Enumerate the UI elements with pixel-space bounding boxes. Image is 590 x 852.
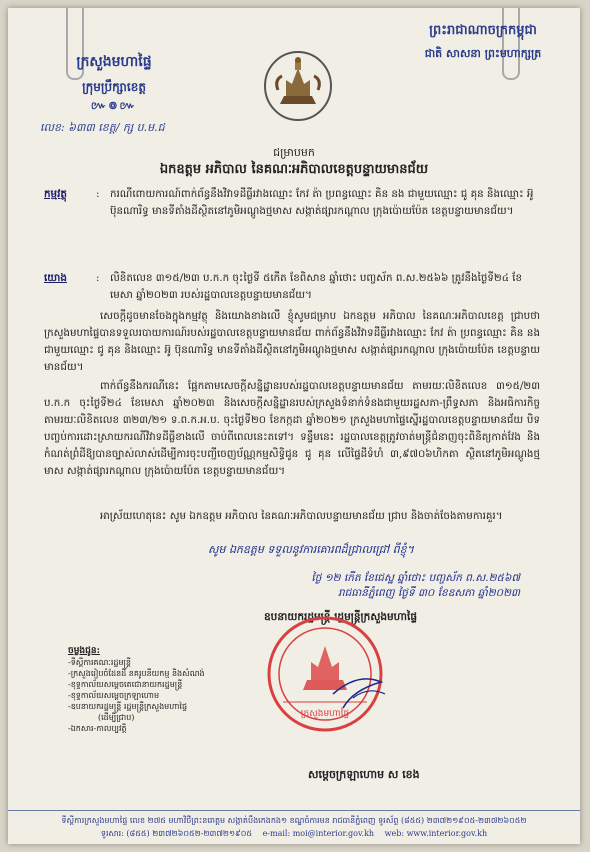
recipient-item: -ទីស្ដីការគណៈរដ្ឋមន្ត្រី: [68, 658, 131, 667]
body-paragraph-1: សេចក្ដីដូចមានចែងក្នុងកម្មវត្ថុ និងយោងខាងលើ ខ្ញុំសូមជម្រាប ឯកឧត្តម អភិបាល នៃគណៈអភិបាលខេត្ត ជ្រាបថា ក្រសួងមហាផ្ទៃបានទទួលរបាយការណ៍របស់រដ្ឋបាលខេត្តបន្ទាយមានជ័យ ពាក់ព័ន្ធនឹងវិវាទដីធ្លីរវាងឈ្មោះ កែវ ត៉ា ប្រពន្ធឈ្មោះ គិន នង ជាមួយឈ្មោះ ជូ គុន និងឈ្មោះ អ៊ូ ប៊ុនណារិទ្ធ មានទីតាំងដីស្ថិតនៅភូមិអណ្ដូងថ្មមាស សង្កាត់ផ្សារកណ្ដាល ក្រុងប៉ោយប៉ែត ខេត្តបន្ទាយមានជ័យ។: [44, 310, 540, 373]
official-seal: [263, 612, 387, 736]
reference-label: យោង: [44, 272, 67, 284]
recipient-item: -ក្រសួងរៀបចំដែនដី នគរូបនីយកម្ម និងសំណង់: [68, 669, 205, 678]
subject-label: កម្មវត្ថុ: [44, 188, 67, 200]
recipient-item: (ដើម្បីជ្រាប): [98, 713, 135, 722]
subject-text: ករណីពោយការណ៍ពាក់ព័ន្ធនឹងវិវាទដីធ្លីរវាងឈ្មោះ កែវ ត៉ា ប្រពន្ធឈ្មោះ គិន នង ជាមួយឈ្មោះ ជូ គុន និងឈ្មោះ អ៊ូ ប៊ុនណារិទ្ធ មានទីតាំងដីស្ថិតនៅភូមិអណ្ដូងថ្មមាស សង្កាត់ផ្សារកណ្ដាល ក្រុងប៉ោយប៉ែត ខេត្តបន្ទាយមានជ័យ។: [110, 188, 534, 217]
department-name: ក្រុមប្រឹក្សាខេត្ត: [82, 80, 146, 94]
ministry-name: ក្រសួងមហាផ្ទៃ: [76, 54, 152, 70]
recipients-list: [68, 646, 205, 734]
national-motto: ជាតិ សាសនា ព្រះមហាក្សត្រ: [424, 47, 542, 60]
seal-text: ក្រសួងមហាផ្ទៃ: [300, 709, 350, 719]
footer-web: web: www.interior.gov.kh: [384, 829, 488, 838]
salutation: ជម្រាបមក: [273, 146, 315, 159]
recipients-title: ចម្លងជូន:: [68, 646, 100, 656]
subject-block: [44, 186, 540, 220]
footer: [8, 810, 580, 840]
footer-email: e-mail: moi@interior.gov.kh: [262, 829, 375, 838]
body-paragraph-2: ពាក់ព័ន្ធនឹងករណីនេះ ផ្អែកតាមសេចក្ដីសន្និដ្ឋានរបស់រដ្ឋបាលខេត្តបន្ទាយមានជ័យ តាមរយៈលិខិតលេខ ៣១៥/២៣ ប.ក.ក ចុះថ្ងៃទី២៤ ខែមេសា ឆ្នាំ២០២៣ និងសេចក្ដីសន្និដ្ឋានរបស់ក្រសួងទំនាក់ទំនងជាមួយរដ្ឋសភា-ព្រឹទ្ធសភា និងអធិការកិច្ច តាមរយៈលិខិតលេខ ៣២៣/២១ ទ.ព.ក.អ.ប. ចុះថ្ងៃទី២០ ខែកក្កដា ឆ្នាំ២០២១ ក្រសួងមហាផ្ទៃស្នើរដ្ឋបាលខេត្តបន្ទាយមានជ័យ បិទបញ្ចប់ការដោះស្រាយករណីវិវាទដីធ្លីខាងលើ ចាប់ពីពេលនេះតទៅ។ ទន្ទឹមនេះ រដ្ឋបាលខេត្តត្រូវចាត់មន្ត្រីជំនាញចុះពិនិត្យកាត់វែង និងកំណត់ព្រំដីឱ្យបានច្បាស់លាស់ដើម្បីការចុះបញ្ជីចេញប័ណ្ណកម្មសិទ្ធិជូន ជូ គុន លើផ្ទៃដីទំហំ ៣,៩៧០៦ហិកតា ស្ថិតនៅភូមិអណ្ដូងថ្មមាស សង្កាត់ផ្សារកណ្ដាល ក្រុងប៉ោយប៉ែត ខេត្តបន្ទាយមានជ័យ។: [44, 380, 540, 477]
recipient-item: -ឧបនាយករដ្ឋមន្ត្រី រដ្ឋមន្ត្រីក្រសួងមហាផ្ទៃ: [68, 702, 188, 711]
date-block: [311, 571, 520, 601]
signatory-title: ឧបនាយករដ្ឋមន្ត្រី រដ្ឋមន្ត្រីក្រសួងមហាផ្ទៃ: [264, 611, 418, 623]
signatory-name: សម្ដេចក្រឡាហោម ស ខេង: [308, 768, 420, 781]
closing-line: សូម ឯកឧត្តម ទទួលនូវការគោរពដ៏ជ្រាលជ្រៅ ពីខ្ញុំ។: [208, 543, 414, 556]
colon: :: [96, 188, 100, 200]
kingdom-name: ព្រះរាជាណាចក្រកម្ពុជា: [429, 23, 537, 38]
recipient-item: -ឯកសារ-កាលប្បវត្តិ: [68, 724, 127, 733]
ornament: ៚៙៚: [90, 99, 138, 112]
royal-emblem-icon: [262, 50, 334, 122]
reference-number: លេខ: ៦៣៣ ខេត្ត/ ក្ស ប.ម.ជ: [40, 121, 165, 134]
colon: :: [96, 272, 100, 284]
reference-text: លិខិតលេខ ៣១៥/២៣ ប.ក.ក ចុះថ្ងៃទី ៥កើត ខែពិសាខ ឆ្នាំថោះ បញ្ចស័ក ព.ស.២៥៦៦ ត្រូវនឹងថ្ងៃទី២៤ ខែមេសា ឆ្នាំ២០២៣ របស់រដ្ឋបាលខេត្តបន្ទាយមានជ័យ។: [110, 272, 523, 301]
ministry-header: [34, 52, 194, 137]
solar-date: រាជធានីភ្នំពេញ ថ្ងៃទី ៣០ ខែឧសភា ឆ្នាំ២០២៣: [337, 587, 520, 599]
kingdom-header: [398, 22, 568, 63]
footer-address: ទីស្ដីការក្រសួងមហាផ្ទៃ លេខ ២៧៥ មហាវិថីព្រះនរោត្តម សង្កាត់បឹងកេងកង១ ខណ្ឌចំការមន រាជធានីភ្នំពេញ ទូរស័ព្ទ (៨៥៥) ២៣៧២១៩០៥-២៣៧២៦០៥២: [61, 816, 527, 825]
body-paragraph-3: អាស្រ័យហេតុនេះ សូម ឯកឧត្តម អភិបាល នៃគណៈអភិបាលបន្ទាយមានជ័យ ជ្រាប និងចាត់ចែងតាមការគួរ។: [100, 510, 503, 522]
footer-fax: ទូរសារ: (៨៥៥) ២៣៧២៦០៥២-២៣៧២១៩០៥: [100, 829, 253, 838]
lunar-date: ថ្ងៃ ១២ កើត ខែជេស្ឋ ឆ្នាំថោះ បញ្ចស័ក ព.ស.២៥៦៧: [311, 572, 520, 584]
letter-page: [8, 8, 580, 844]
addressee: ឯកឧត្តម អភិបាល នៃគណៈអភិបាលខេត្តបន្ទាយមានជ័យ: [159, 162, 429, 177]
recipient-item: -ខុទ្ទកាល័យសម្ដេចតេជោនាយករដ្ឋមន្ត្រី: [68, 680, 183, 689]
recipient-item: -ខុទ្ទកាល័យសម្ដេចក្រឡាហោម: [68, 691, 160, 700]
reference-block: [44, 270, 540, 304]
